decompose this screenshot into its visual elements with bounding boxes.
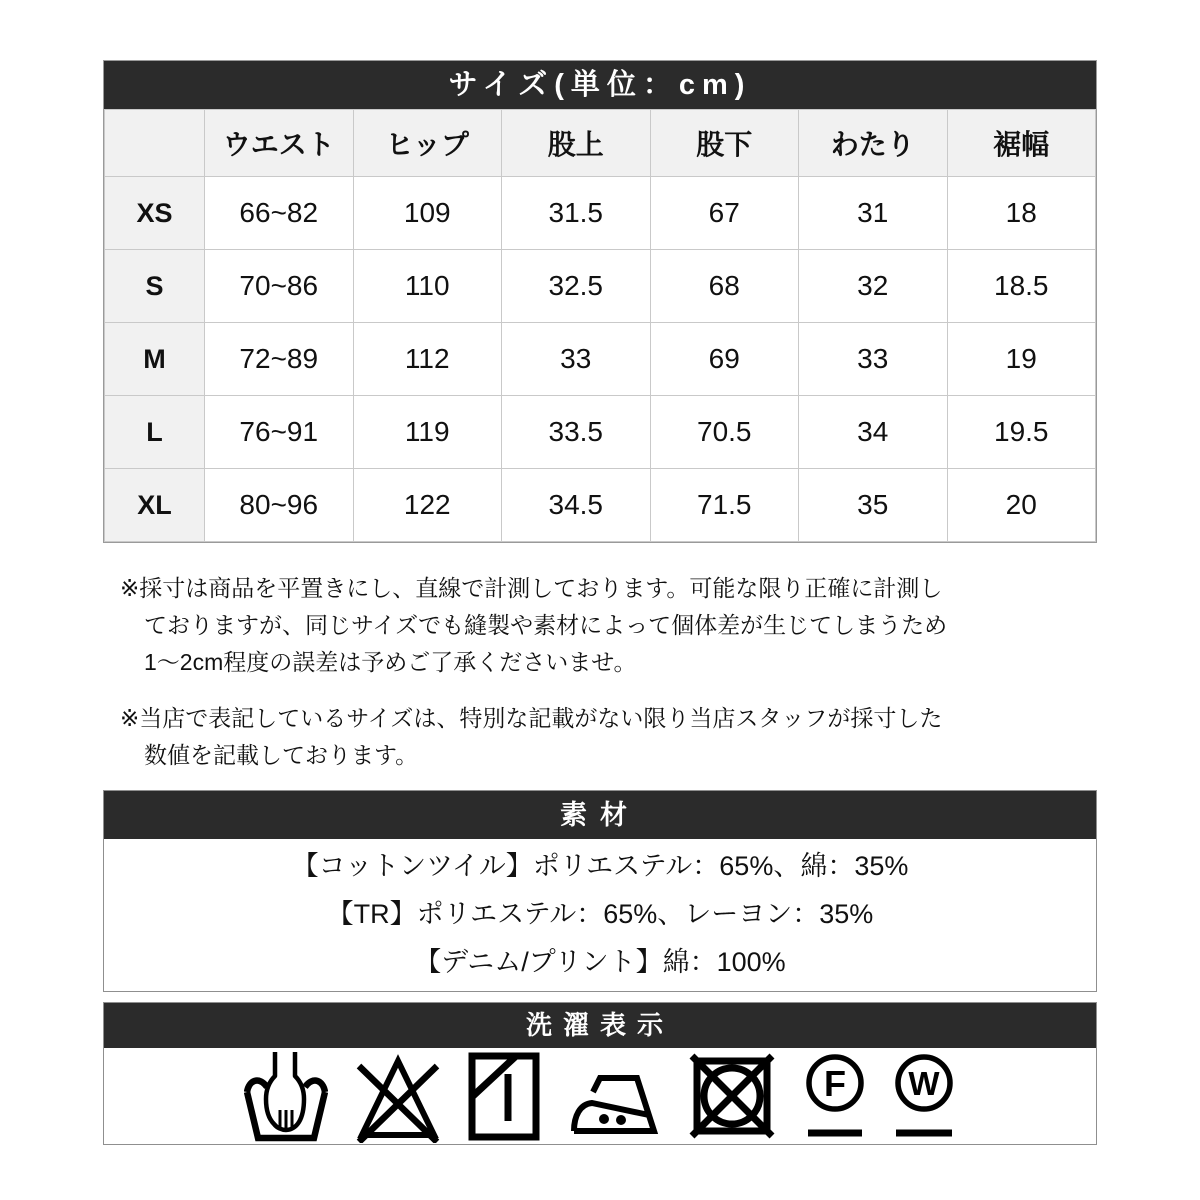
column-header-hem-width: 裾幅 <box>947 110 1096 177</box>
material-section <box>103 790 1097 992</box>
table-cell: 20 <box>947 469 1096 542</box>
note-line: ※採寸は商品を平置きにし、直線で計測しております。可能な限り正確に計測し <box>120 575 943 601</box>
table-row-m <box>105 323 1096 396</box>
column-header-thigh: わたり <box>799 110 948 177</box>
table-cell: 34 <box>799 396 948 469</box>
table-cell: 76~91 <box>205 396 354 469</box>
table-row-xs <box>105 177 1096 250</box>
column-header-hip: ヒップ <box>353 110 502 177</box>
table-cell: 66~82 <box>205 177 354 250</box>
table-header-row <box>105 110 1096 177</box>
note-line: 1〜2cm程度の誤差は予めご了承くださいませ。 <box>144 649 637 675</box>
table-cell: 31 <box>799 177 948 250</box>
washing-title: 洗濯表示 <box>525 1010 674 1040</box>
material-line: 【TR】ポリエステル：65%、レーヨン：35% <box>326 899 874 929</box>
table-cell: 70~86 <box>205 250 354 323</box>
size-table-title: サイズ(単位：cm) <box>448 69 752 101</box>
table-row-s <box>105 250 1096 323</box>
dry-clean-letter: F <box>824 1063 846 1104</box>
table-cell: 32.5 <box>502 250 651 323</box>
do-not-bleach-icon <box>354 1049 442 1143</box>
column-header-inseam: 股下 <box>650 110 799 177</box>
table-cell: 33 <box>799 323 948 396</box>
column-header-waist: ウエスト <box>205 110 354 177</box>
material-lines <box>104 839 1096 991</box>
wet-clean-letter: W <box>908 1065 940 1102</box>
table-row-l <box>105 396 1096 469</box>
table-cell: 110 <box>353 250 502 323</box>
column-header-rise: 股上 <box>502 110 651 177</box>
washing-section <box>103 1002 1097 1145</box>
row-label-s: S <box>105 250 205 323</box>
size-table-section <box>103 60 1097 543</box>
table-cell: 72~89 <box>205 323 354 396</box>
table-cell: 18 <box>947 177 1096 250</box>
corner-cell <box>105 110 205 177</box>
table-cell: 69 <box>650 323 799 396</box>
table-cell: 34.5 <box>502 469 651 542</box>
hand-wash-icon <box>244 1050 328 1142</box>
table-cell: 33 <box>502 323 651 396</box>
measurement-notes <box>120 570 970 774</box>
row-label-m: M <box>105 323 205 396</box>
row-label-xs: XS <box>105 177 205 250</box>
washing-header-bar <box>104 1003 1096 1048</box>
table-cell: 80~96 <box>205 469 354 542</box>
size-table-header-bar <box>104 61 1096 109</box>
table-cell: 67 <box>650 177 799 250</box>
table-cell: 35 <box>799 469 948 542</box>
material-line: 【コットンツイル】ポリエステル：65%、綿：35% <box>291 851 909 881</box>
table-cell: 19.5 <box>947 396 1096 469</box>
line-dry-in-shade-icon <box>468 1051 540 1141</box>
note-line: ※当店で表記しているサイズは、特別な記載がない限り当店スタッフが採寸した <box>120 705 943 731</box>
note-line: 数値を記載しております。 <box>144 742 419 768</box>
table-cell: 119 <box>353 396 502 469</box>
iron-medium-icon <box>566 1056 660 1136</box>
table-cell: 68 <box>650 250 799 323</box>
table-cell: 31.5 <box>502 177 651 250</box>
note-line: ておりますが、同じサイズでも縫製や素材によって個体差が生じてしまうため <box>144 612 948 638</box>
table-cell: 71.5 <box>650 469 799 542</box>
table-cell: 109 <box>353 177 502 250</box>
table-row-xl <box>105 469 1096 542</box>
material-title: 素材 <box>560 800 640 830</box>
table-cell: 18.5 <box>947 250 1096 323</box>
wet-clean-gentle-icon <box>892 1053 956 1139</box>
note-measurement-method <box>120 570 970 681</box>
dry-clean-petroleum-gentle-icon <box>804 1053 866 1139</box>
row-label-xl: XL <box>105 469 205 542</box>
size-table <box>104 109 1096 542</box>
note-staff-measured <box>120 700 970 774</box>
care-symbols-row <box>104 1048 1096 1144</box>
material-header-bar <box>104 791 1096 839</box>
table-cell: 70.5 <box>650 396 799 469</box>
do-not-tumble-dry-icon <box>686 1050 778 1142</box>
table-cell: 112 <box>353 323 502 396</box>
table-cell: 33.5 <box>502 396 651 469</box>
material-line: 【デニム/プリント】綿：100% <box>414 947 786 977</box>
table-cell: 19 <box>947 323 1096 396</box>
table-cell: 122 <box>353 469 502 542</box>
row-label-l: L <box>105 396 205 469</box>
table-cell: 32 <box>799 250 948 323</box>
